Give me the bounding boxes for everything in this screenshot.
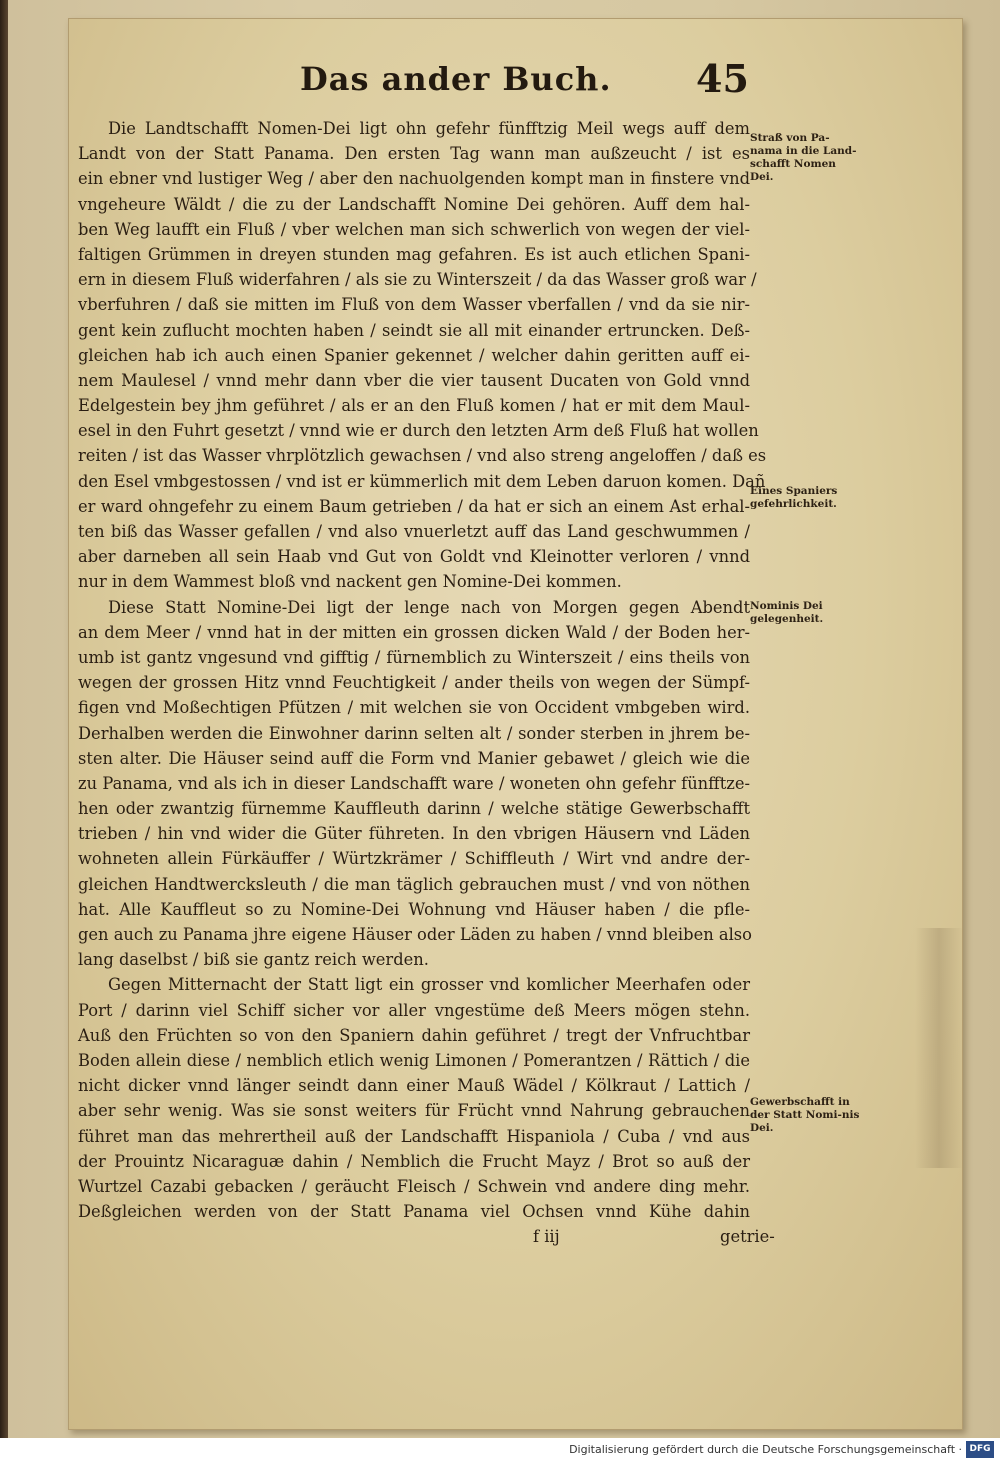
page-fold-shadow — [915, 928, 963, 1168]
text-line: der Prouintz Nicaraguæ dahin / Nemblich die Frucht Mayz / Brot so auß der — [78, 1151, 750, 1171]
text-line: Edelgestein bey jhm geführet / als er an den Fluß komen / hat er mit dem Maul- — [78, 396, 750, 416]
text-line: Auß den Früchten so von den Spaniern dahin geführet / tregt der Vnfruchtbar — [78, 1025, 750, 1045]
text-line: nur in dem Wammest bloß vnd nackent gen Nomine-Dei kommen. — [78, 572, 622, 592]
text-line: aber sehr wenig. Was sie sonst weiters für Frücht vnnd Nahrung gebrauchen — [78, 1101, 750, 1121]
text-line: faltigen Grümmen in dreyen stunden mag gefahren. Es ist auch etlichen Spani- — [78, 244, 750, 264]
text-line: Deßgleichen werden von der Statt Panama viel Ochsen vnnd Kühe dahin — [78, 1202, 750, 1222]
text-line: gent kein zuflucht mochten haben / seindt sie all mit einander ertruncken. Deß- — [78, 320, 750, 340]
text-line: sten alter. Die Häuser seind auff die Form vnd Manier gebawet / gleich wie die — [78, 748, 750, 768]
text-line: gen auch zu Panama jhre eigene Häuser oder Läden zu haben / vnnd bleiben also — [78, 925, 752, 944]
text-line: an dem Meer / vnnd hat in der mitten ein grossen dicken Wald / der Boden her- — [78, 622, 750, 642]
marginal-note: Eines Spaniers gefehrlichkeit. — [750, 485, 838, 510]
text-line: umb ist gantz vngesund vnd gifftig / fürnemblich zu Winterszeit / eins theils von — [78, 647, 750, 667]
signature-mark: f iij — [533, 1227, 560, 1247]
paragraph-2 — [78, 595, 750, 973]
text-line: nem Maulesel / vnnd mehr dann vber die vier tausent Ducaten von Gold vnnd — [78, 370, 750, 390]
text-line: Landt von der Statt Panama. Den ersten Tag wann man außzeucht / ist es — [78, 144, 750, 164]
scan-background — [8, 0, 1000, 1438]
text-line: hat. Alle Kauffleut so zu Nomine-Dei Wohnung vnd Häuser haben / die pfle- — [78, 899, 750, 919]
text-line: Port / darinn viel Schiff sicher vor aller vngestüme deß Meers mögen stehn. — [78, 1000, 750, 1020]
text-line: führet man das mehrertheil auß der Landschafft Hispaniola / Cuba / vnd aus — [78, 1126, 750, 1146]
text-line: den Esel vmbgestossen / vnd ist er kümmerlich mit dem Leben daruon komen. Dañ — [78, 471, 766, 491]
text-line: lang daselbst / biß sie gantz reich werden. — [78, 950, 429, 970]
text-line: hen oder zwantzig fürnemme Kauffleuth darinn / welche stätige Gewerbschafft — [78, 799, 750, 819]
text-line: figen vnd Moßechtigen Pfützen / mit welchen sie von Occident vmbgeben wird. — [78, 698, 750, 718]
running-title: Das ander Buch. — [300, 60, 612, 98]
text-line: trieben / hin vnd wider die Güter führeten. In den vbrigen Häusern vnd Läden — [78, 824, 750, 844]
text-line: vberfuhren / daß sie mitten im Fluß von dem Wasser vberfallen / vnd da sie nir- — [78, 295, 750, 315]
text-line: esel in den Fuhrt gesetzt / vnnd wie er durch den letzten Arm deß Fluß hat wollen — [78, 421, 759, 441]
text-line: ten biß das Wasser gefallen / vnd also vnuerletzt auff das Land geschwummen / — [78, 522, 750, 541]
text-line: Derhalben werden die Einwohner darinn selten alt / sonder sterben in jhrem be- — [78, 723, 750, 743]
text-line: Die Landtschafft Nomen-Dei ligt ohn gefehr fünfftzig Meil wegs auff dem — [108, 119, 750, 138]
text-line: Gegen Mitternacht der Statt ligt ein grosser vnd komlicher Meerhafen oder — [108, 975, 750, 995]
text-line: Diese Statt Nomine-Dei ligt der lenge nach von Morgen gegen Abendt — [108, 597, 750, 617]
text-line: gleichen hab ich auch einen Spanier gekennet / welcher dahin geritten auff ei- — [78, 345, 750, 365]
text-line: wegen der grossen Hitz vnnd Feuchtigkeit / ander theils von wegen der Sümpf- — [78, 673, 750, 693]
marginal-note: Straß von Pa-nama in die Land-schafft Nomen Dei. — [750, 132, 857, 183]
text-line: ern in diesem Fluß widerfahren / als sie zu Winterszeit / da das Wasser groß war / — [78, 270, 757, 290]
text-line: nicht dicker vnnd länger seindt dann einer Mauß Wädel / Kölkraut / Lattich / — [78, 1076, 750, 1096]
marginal-note: Gewerbschafft in der Statt Nomi-nis Dei. — [750, 1096, 860, 1134]
signature-line — [78, 1224, 775, 1249]
paragraph-1 — [78, 116, 767, 595]
book-page — [68, 18, 963, 1430]
text-line: reiten / ist das Wasser vhrplötzlich gewachsen / vnd also streng angeloffen / daß es — [78, 446, 767, 466]
text-line: ein ebner vnd lustiger Weg / aber den nachuolgenden kompt man in finstere vnd — [78, 169, 750, 189]
text-line: Wurtzel Cazabi gebacken / geräucht Fleisch / Schwein vnd andere ding mehr. — [78, 1176, 750, 1196]
text-line: gleichen Handtwercksleuth / die man täglich gebrauchen must / vnd von nöthen — [78, 874, 750, 894]
text-line: wohneten allein Fürkäuffer / Würtzkrämer / Schiffleuth / Wirt vnd andre der- — [78, 849, 750, 869]
scan-edge — [0, 0, 8, 1438]
marginal-note: Nominis Dei gelegenheit. — [750, 600, 824, 625]
text-line: er ward ohngefehr zu einem Baum getrieben / da hat er sich an einem Ast erhal- — [78, 496, 750, 516]
funding-credit: Digitalisierung gefördert durch die Deutsche Forschungsgemeinschaft · — [569, 1443, 962, 1456]
paragraph-3 — [78, 972, 750, 1224]
text-line: vngeheure Wäldt / die zu der Landschafft Nomine Dei gehören. Auff dem hal- — [78, 194, 750, 214]
text-line: aber darneben all sein Haab vnd Gut von Goldt vnd Kleinotter verloren / vnnd — [78, 547, 750, 567]
text-line: ben Weg laufft ein Fluß / vber welchen man sich schwerlich von wegen der viel- — [78, 219, 750, 239]
dfg-logo: DFG — [966, 1441, 994, 1458]
catchword: getrie- — [720, 1227, 775, 1247]
text-line: Boden allein diese / nemblich etlich wenig Limonen / Pomerantzen / Rättich / die — [78, 1050, 750, 1070]
body-text — [78, 116, 775, 1249]
text-line: zu Panama, vnd als ich in dieser Landschafft ware / woneten ohn gefehr fünfftze- — [78, 773, 750, 793]
page-number: 45 — [696, 56, 749, 101]
